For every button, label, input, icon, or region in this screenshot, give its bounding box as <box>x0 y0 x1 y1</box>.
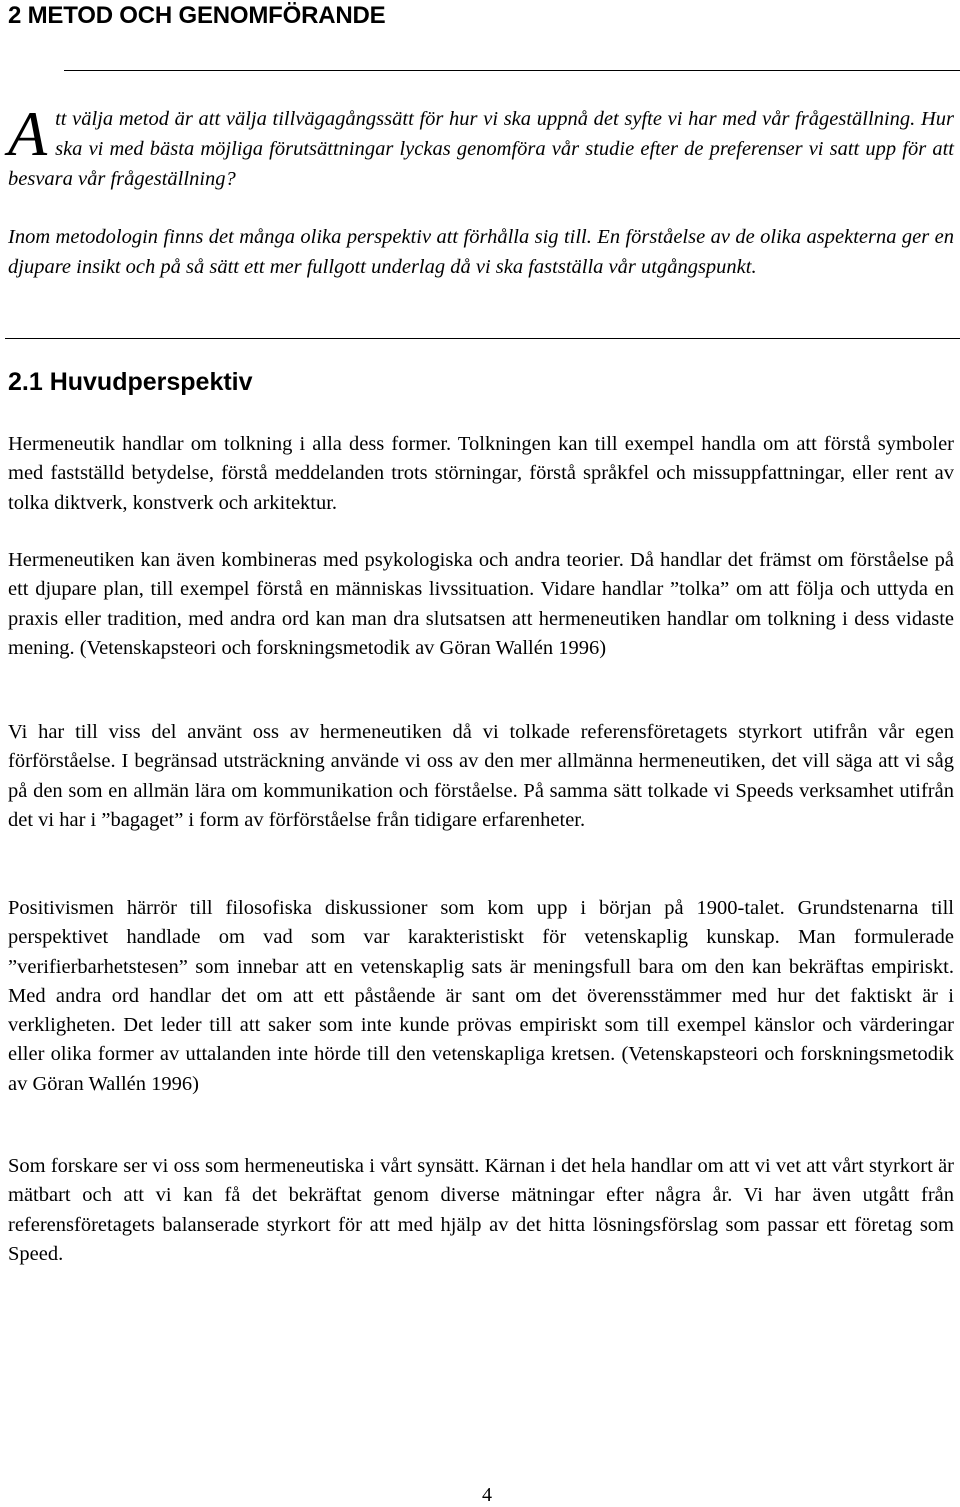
intro-paragraph-1-text: tt välja metod är att välja tillvägagångssätt för hur vi ska uppnå det syfte vi har med vår frågeställning. Hur ska vi med bästa möjliga förutsättningar lyckas genomföra vår studie efter de preferenser vi satt upp för att besvara vår frågeställning? <box>8 108 954 190</box>
top-rule <box>64 70 960 71</box>
intro-paragraph-1 <box>8 98 954 194</box>
page-number: 4 <box>482 1484 492 1506</box>
drop-cap: A <box>8 98 48 169</box>
body-paragraph: Som forskare ser vi oss som hermeneutiska i vårt synsätt. Kärnan i det hela handlar om att vi vet att vårt styrkort är mätbart och att vi kan få det bekräftat genom diverse mätningar efter några år. Vi har även utgått från referensföretagets balanserade styrkort för att med hjälp av det hitta lösningsförslag som passar ett företag som Speed. <box>8 1155 954 1265</box>
intro-paragraph-2: Inom metodologin finns det många olika perspektiv att förhålla sig till. En förståelse av de olika aspekterna ger en djupare insikt och på så sätt ett mer fullgott underlag då vi ska fastställa vår utgångspunkt. <box>8 226 954 278</box>
chapter-heading: 2 METOD OCH GENOMFÖRANDE <box>8 2 386 29</box>
body-paragraph: Positivismen härrör till filosofiska diskussioner som kom upp i början på 1900-talet. Grundstenarna till perspektivet handlade om vad som var karakteristiskt för vetenskaplig kunskap. Man formulerade ”verifierbarhetstesen” som innebar att en vetenskaplig sats är meningsfull bara om den kan bekräftas empiriskt. Med andra ord handlar det om att ett påstående är sant om det överensstämmer med hur det faktiskt är i verkligheten. Det leder till att saker som inte kunde prövas empiriskt som till exempel känslor och värderingar eller olika former av uttalanden inte hörde till den vetenskapliga kretsen. (Vetenskapsteori och forskningsmetodik av Göran Wallén 1996) <box>8 897 954 1095</box>
section-rule <box>5 338 960 339</box>
body-paragraph: Vi har till viss del använt oss av hermeneutiken då vi tolkade referensföretagets styrkort utifrån vår egen förförståelse. I begränsad utsträckning använde vi oss av den mer allmänna hermeneutiken, det vill säga att vi såg på den som en allmän lära om kommunikation och förståelse. På samma sätt tolkade vi Speeds verksamhet utifrån det vi har i ”bagaget” i form av förförståelse från tidigare erfarenheter. <box>8 721 954 831</box>
section-heading: 2.1 Huvudperspektiv <box>8 368 253 396</box>
body-paragraph: Hermeneutik handlar om tolkning i alla dess former. Tolkningen kan till exempel handla om att förstå symboler med fastställd betydelse, förstå meddelanden trots störningar, förstå språkfel och missuppfattningar, eller rent av tolka diktverk, konstverk och arkitektur. <box>8 433 954 514</box>
body-paragraph: Hermeneutiken kan även kombineras med psykologiska och andra teorier. Då handlar det främst om förståelse på ett djupare plan, till exempel förstå en människas livssituation. Vidare handlar ”tolka” om att följa och uttyda en praxis eller tradition, med andra ord kan man dra slutsatsen att hermeneutiken handlar om tolkning i dess vidaste mening. (Vetenskapsteori och forskningsmetodik av Göran Wallén 1996) <box>8 549 954 659</box>
